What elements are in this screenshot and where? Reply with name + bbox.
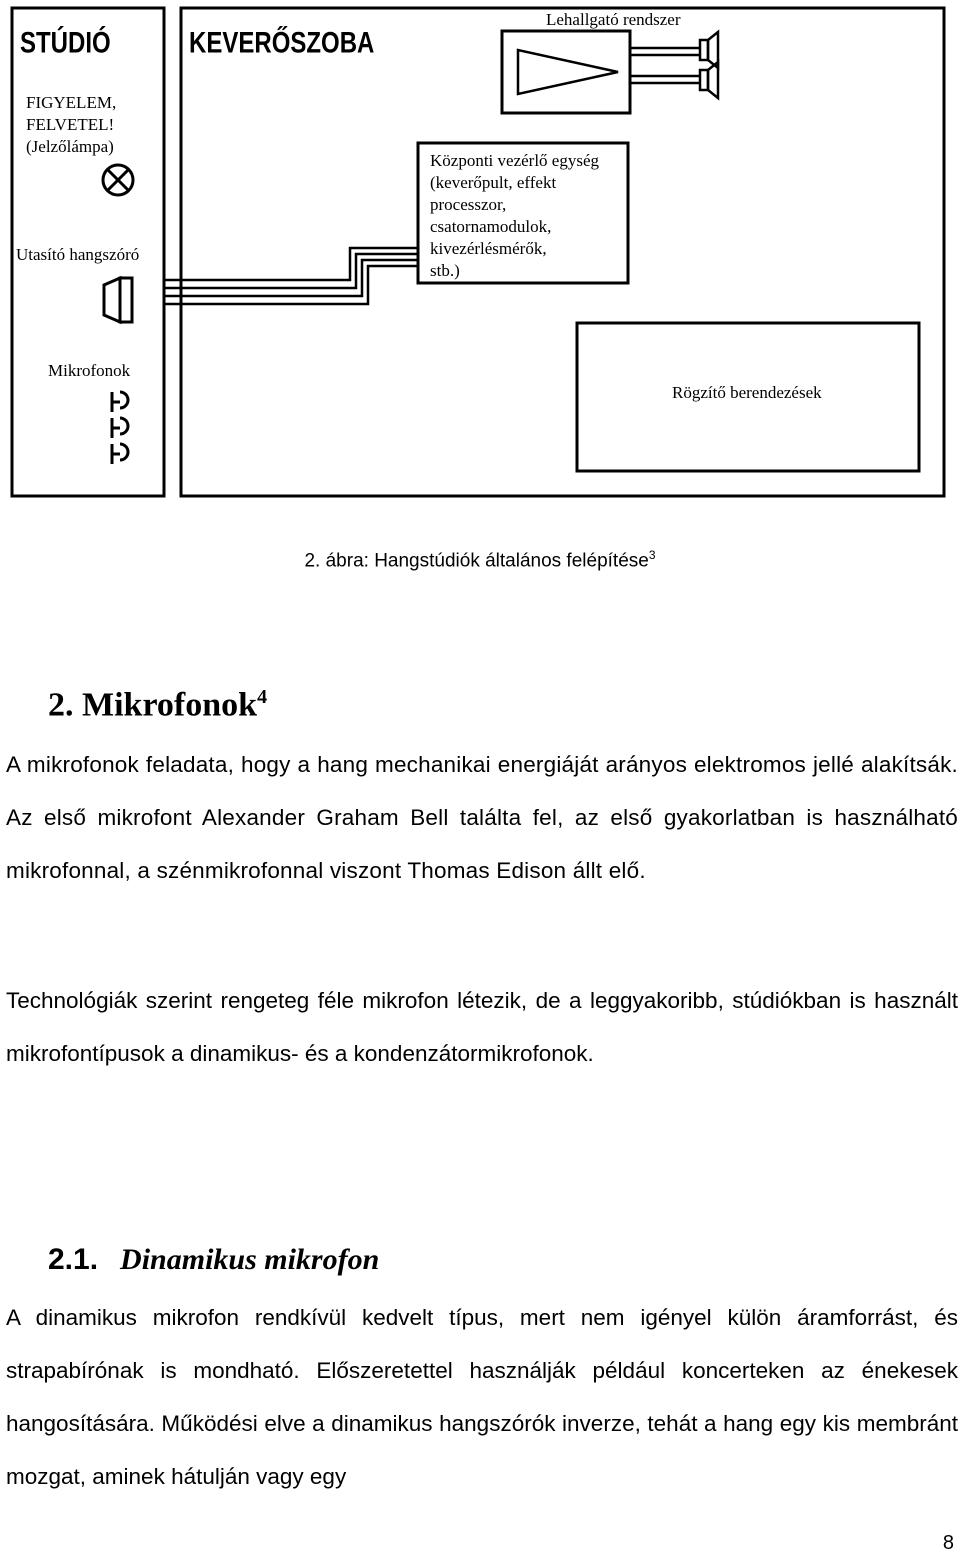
figure-caption <box>0 548 960 572</box>
subsection-number: 2.1. <box>48 1243 99 1276</box>
subsection-heading <box>48 1243 379 1277</box>
paragraph-dynamic-microphone: A dinamikus mikrofon rendkívül kedvelt típus, mert nem igényel külön áramforrást, és strapabírónak is mondható. Előszeretettel használják például koncerteken az énekesek hangosítására. Működési elve a dinamikus hangszórók inverze, tehát a hang egy kis membránt mozgat, aminek hátulján vagy egy <box>6 1305 958 1489</box>
page-number: 8 <box>942 1532 954 1554</box>
signal-wires <box>164 248 418 304</box>
studio-layout-diagram <box>0 0 960 510</box>
monitoring-box <box>502 31 630 113</box>
talkback-speaker-label: Utasító hangszóró <box>16 245 140 264</box>
figure-caption-text: 2. ábra: Hangstúdiók általános felépítése <box>304 550 649 572</box>
warning-light-label: FIGYELEM, FELVETEL! (Jelzőlámpa) <box>26 93 117 156</box>
paragraph-microphone-intro: A mikrofonok feladata, hogy a hang mechanikai energiáját arányos elektromos jellé alakítsák. Az első mikrofont Alexander Graham Bell találta fel, az első gyakorlatban is használható mikrofonnal, a szénmikrofonnal viszont Thomas Edison állt elő. <box>6 752 958 883</box>
figure-caption-footnote: 3 <box>648 548 656 562</box>
monitor-speaker-icon <box>630 32 718 98</box>
control-room-title: KEVERŐSZOBA <box>189 26 375 60</box>
section-footnote: 4 <box>257 686 268 708</box>
section-title: 2. Mikrofonok <box>48 686 258 724</box>
section-heading <box>48 686 267 724</box>
recording-devices-label: Rögzítő berendezések <box>672 383 822 402</box>
monitoring-system-label: Lehallgató rendszer <box>546 10 681 29</box>
paragraph-microphone-types: Technológiák szerint rengeteg féle mikrofon létezik, de a leggyakoribb, stúdiókban is használt mikrofontípusok a dinamikus- és a kondenzátormikrofonok. <box>6 988 958 1066</box>
subsection-title: Dinamikus mikrofon <box>120 1243 380 1276</box>
amplifier-icon <box>518 50 618 94</box>
talkback-speaker-icon <box>104 278 132 322</box>
microphones-label: Mikrofonok <box>48 361 131 380</box>
central-unit-label: Központi vezérlő egység (keverőpult, effekt processzor, csatornamodulok, kivezérlésmérők, stb.) <box>430 151 599 280</box>
microphone-icons <box>112 392 128 464</box>
studio-title: STÚDIÓ <box>20 26 111 60</box>
warning-lamp-icon <box>103 165 133 195</box>
